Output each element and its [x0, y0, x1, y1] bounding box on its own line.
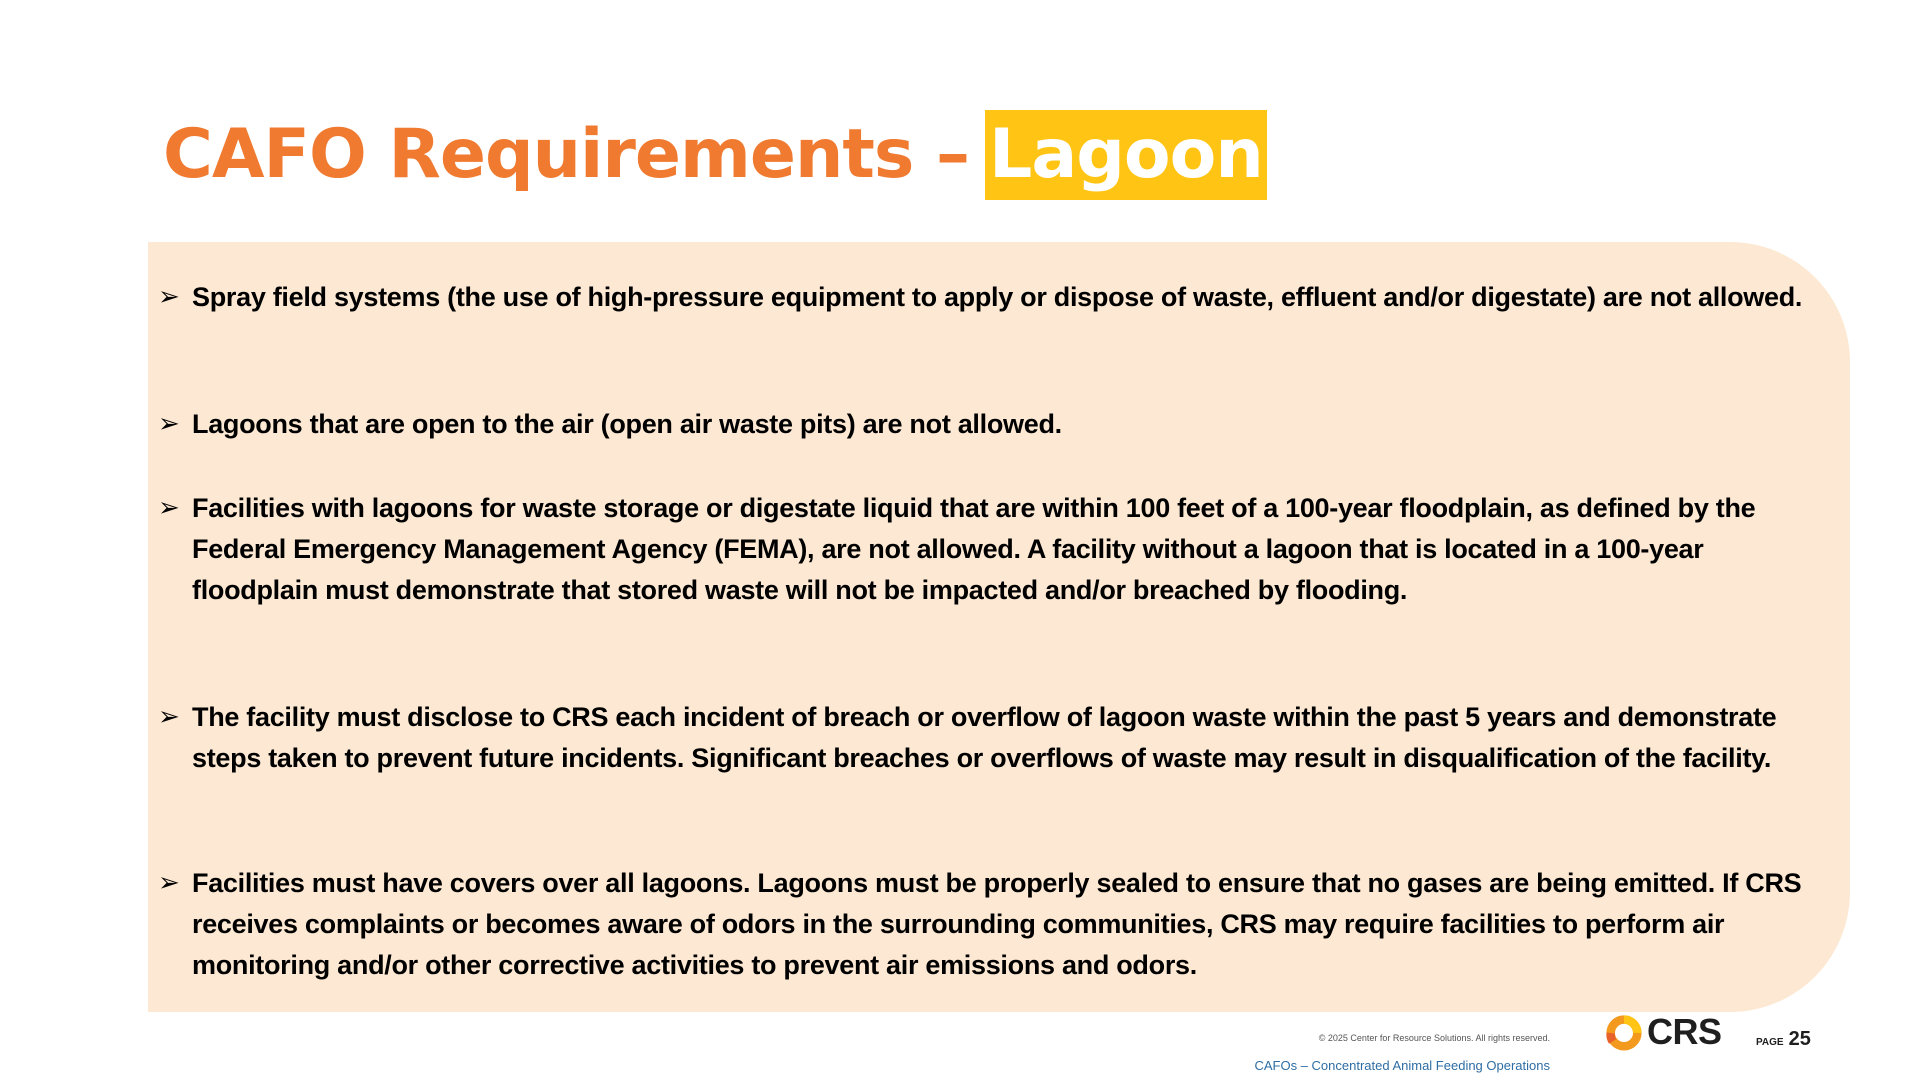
bullet-text: Facilities must have covers over all lagoons. Lagoons must be properly sealed to ensure that no gases are being emitted. If CRS receives complaints or becomes aware of odors in the surrounding communities, CRS may require facilities to perform air monitoring and/or other corrective activities to prevent air emissions and odors. [192, 868, 1802, 980]
copyright-notice: © 2025 Center for Resource Solutions. All rights reserved. [1318, 1033, 1550, 1043]
arrow-bullet-icon: ➢ [158, 493, 180, 523]
title-main: CAFO Requirements – [163, 115, 970, 194]
slide-title [163, 110, 1267, 200]
content-panel [148, 242, 1850, 1012]
page-label: PAGE [1756, 1037, 1784, 1048]
bullet-item [148, 863, 1822, 986]
bullet-text: The facility must disclose to CRS each incident of breach or overflow of lagoon waste within the past 5 years and demonstrate steps taken to prevent future incidents. Significant breaches or overflows of waste may result in disqualification of the facility. [192, 702, 1777, 773]
arrow-bullet-icon: ➢ [158, 282, 180, 312]
bullet-item [148, 277, 1822, 318]
crs-logo-icon [1605, 1013, 1643, 1051]
title-highlight: Lagoon [985, 110, 1267, 200]
bullet-text: Lagoons that are open to the air (open air waste pits) are not allowed. [192, 409, 1062, 439]
footer-caption: CAFOs – Concentrated Animal Feeding Operations [1254, 1058, 1550, 1073]
bullet-text: Facilities with lagoons for waste storage or digestate liquid that are within 100 feet of a 100-year floodplain, as defined by the Federal Emergency Management Agency (FEMA), are not allowed. A facility without a lagoon that is located in a 100-year floodplain must demonstrate that stored waste will not be impacted and/or breached by flooding. [192, 493, 1756, 605]
bullet-item [148, 488, 1822, 611]
page-number: 25 [1788, 1028, 1811, 1050]
arrow-bullet-icon: ➢ [158, 868, 180, 898]
crs-logo [1605, 1010, 1722, 1054]
page-number-group [1756, 1028, 1811, 1052]
logo-text: CRS [1647, 1011, 1722, 1052]
bullet-text: Spray field systems (the use of high-pressure equipment to apply or dispose of waste, effluent and/or digestate) are not allowed. [192, 282, 1803, 312]
bullet-item [148, 697, 1822, 779]
bullet-item [148, 404, 1822, 445]
arrow-bullet-icon: ➢ [158, 702, 180, 732]
arrow-bullet-icon: ➢ [158, 409, 180, 439]
